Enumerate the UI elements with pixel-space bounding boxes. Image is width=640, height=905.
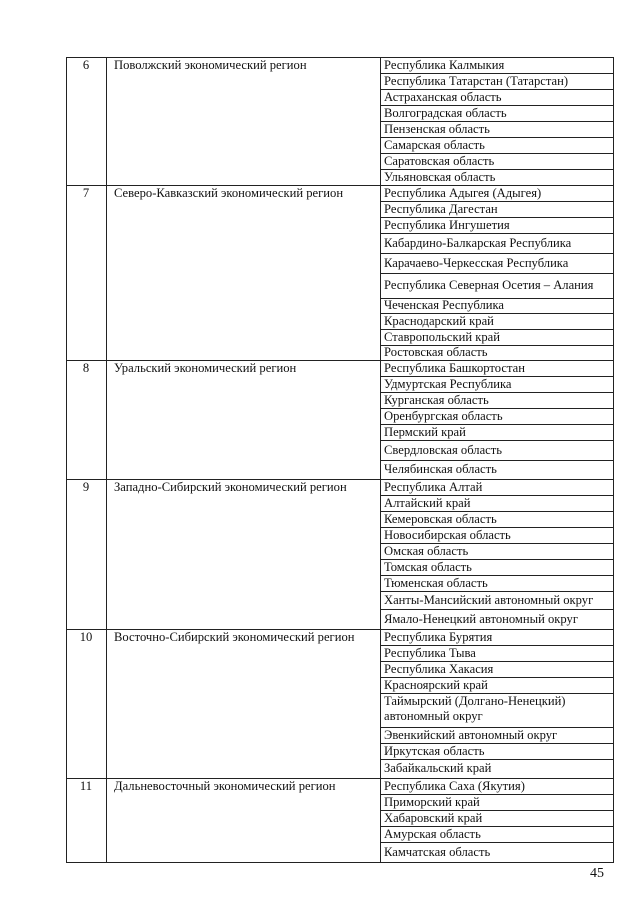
- row-separator: [380, 759, 614, 760]
- region-name: Западно-Сибирский экономический регион: [114, 480, 347, 494]
- federal-subject: Республика Тыва: [384, 646, 476, 660]
- region-number: 6: [82, 58, 90, 72]
- row-separator: [380, 842, 614, 843]
- federal-subject: Волгоградская область: [384, 106, 507, 120]
- row-separator: [380, 273, 614, 274]
- table-border-left: [66, 57, 67, 862]
- region-name: Дальневосточный экономический регион: [114, 779, 336, 793]
- federal-subject: Оренбургская область: [384, 409, 503, 423]
- federal-subject: Иркутская область: [384, 744, 485, 758]
- federal-subject: Свердловская область: [384, 443, 503, 457]
- federal-subject: Омская область: [384, 544, 469, 558]
- federal-subject: Чеченская Республика: [384, 298, 505, 312]
- federal-subject: Республика Калмыкия: [384, 58, 505, 72]
- federal-subject: Челябинская область: [384, 462, 497, 476]
- federal-subject: Кабардино-Балкарская Республика: [384, 236, 572, 250]
- column-divider-number: [106, 57, 107, 862]
- federal-subject: Республика Дагестан: [384, 202, 498, 216]
- federal-subject: Ханты-Мансийский автономный округ: [384, 593, 594, 607]
- federal-subject: Самарская область: [384, 138, 485, 152]
- region-name: Восточно-Сибирский экономический регион: [114, 630, 355, 644]
- federal-subject: Кемеровская область: [384, 512, 497, 526]
- region-name: Северо-Кавказский экономический регион: [114, 186, 344, 200]
- federal-subject: Республика Северная Осетия – Алания: [384, 278, 594, 292]
- federal-subject: Удмуртская Республика: [384, 377, 512, 391]
- row-separator: [380, 440, 614, 441]
- federal-subject: Республика Башкортостан: [384, 361, 525, 375]
- page-number: 45: [590, 866, 604, 881]
- federal-subject: Пензенская область: [384, 122, 490, 136]
- group-separator: [66, 862, 614, 863]
- federal-subject: Красноярский край: [384, 678, 488, 692]
- federal-subject: Амурская область: [384, 827, 481, 841]
- row-separator: [380, 609, 614, 610]
- federal-subject: Республика Хакасия: [384, 662, 494, 676]
- row-separator: [380, 233, 614, 234]
- region-number: 7: [82, 186, 90, 200]
- federal-subject: Таймырский (Долгано-Ненецкий) автономный округ: [384, 694, 566, 723]
- federal-subject: Алтайский край: [384, 496, 471, 510]
- region-number: 9: [82, 480, 90, 494]
- federal-subject: Хабаровский край: [384, 811, 483, 825]
- regions-table: [66, 57, 614, 862]
- federal-subject: Карачаево-Черкесская Республика: [384, 256, 569, 270]
- federal-subject: Ульяновская область: [384, 170, 496, 184]
- region-number: 11: [79, 779, 93, 793]
- federal-subject: Ростовская область: [384, 345, 488, 359]
- federal-subject: Тюменская область: [384, 576, 488, 590]
- region-name: Уральский экономический регион: [114, 361, 297, 375]
- federal-subject: Республика Саха (Якутия): [384, 779, 525, 793]
- federal-subject: Краснодарский край: [384, 314, 494, 328]
- federal-subject: Ставропольский край: [384, 330, 501, 344]
- federal-subject: Саратовская область: [384, 154, 495, 168]
- federal-subject: Приморский край: [384, 795, 480, 809]
- federal-subject: Республика Алтай: [384, 480, 483, 494]
- federal-subject: Камчатская область: [384, 845, 491, 859]
- federal-subject: Республика Адыгея (Адыгея): [384, 186, 542, 200]
- row-separator: [380, 460, 614, 461]
- federal-subject: Эвенкийский автономный округ: [384, 728, 558, 742]
- federal-subject: Курганская область: [384, 393, 489, 407]
- federal-subject: Пермский край: [384, 425, 466, 439]
- row-separator: [380, 253, 614, 254]
- federal-subject: Республика Ингушетия: [384, 218, 510, 232]
- region-number: 10: [79, 630, 93, 644]
- federal-subject: Забайкальский край: [384, 761, 492, 775]
- row-separator: [380, 591, 614, 592]
- region-name: Поволжский экономический регион: [114, 58, 307, 72]
- federal-subject: Республика Татарстан (Татарстан): [384, 74, 569, 88]
- federal-subject: Астраханская область: [384, 90, 502, 104]
- federal-subject: Республика Бурятия: [384, 630, 493, 644]
- federal-subject: Новосибирская область: [384, 528, 511, 542]
- federal-subject: Ямало-Ненецкий автономный округ: [384, 612, 578, 626]
- federal-subject: Томская область: [384, 560, 472, 574]
- region-number: 8: [82, 361, 90, 375]
